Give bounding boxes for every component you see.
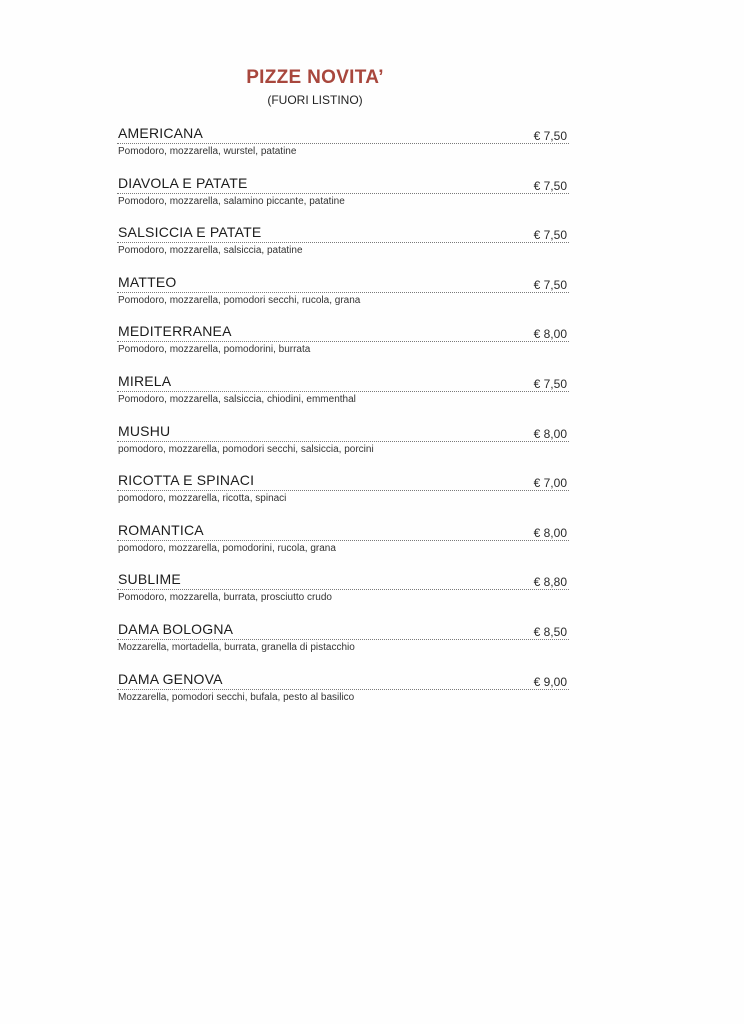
menu-item-price: € 7,00 bbox=[533, 476, 567, 491]
menu-item bbox=[117, 174, 569, 224]
menu-item-row bbox=[117, 322, 569, 342]
menu-item-row bbox=[117, 422, 569, 442]
menu-item-row bbox=[117, 273, 569, 293]
menu-item-description: Pomodoro, mozzarella, wurstel, patatine bbox=[118, 146, 297, 157]
menu-item-price: € 7,50 bbox=[533, 228, 567, 243]
menu-item-name: MEDITERRANEA bbox=[118, 323, 232, 340]
menu-item-price: € 8,50 bbox=[533, 624, 567, 639]
menu-item-row bbox=[117, 174, 569, 194]
menu-item bbox=[117, 620, 569, 670]
menu-item-description: Pomodoro, mozzarella, salsiccia, chiodini, emmenthal bbox=[118, 393, 356, 405]
menu-item-row bbox=[117, 471, 569, 491]
menu-item-row bbox=[117, 620, 569, 640]
menu-item-price: € 8,00 bbox=[533, 327, 567, 342]
menu-item-description: Mozzarella, pomodori secchi, bufala, pesto al basilico bbox=[118, 691, 355, 703]
menu-item-name: RICOTTA E SPINACI bbox=[118, 472, 255, 489]
menu-item bbox=[117, 372, 569, 422]
menu-list bbox=[117, 124, 569, 719]
menu-item-name: DAMA GENOVA bbox=[118, 670, 223, 687]
menu-item-name: SUBLIME bbox=[118, 571, 181, 588]
menu-item-description: Pomodoro, mozzarella, salsiccia, patatine bbox=[118, 245, 303, 257]
menu-item bbox=[117, 223, 569, 273]
menu-item-description: Pomodoro, mozzarella, pomodori secchi, rucola, grana bbox=[118, 294, 361, 306]
menu-item-description: Pomodoro, mozzarella, salamino piccante, patatine bbox=[118, 195, 345, 207]
menu-item-row bbox=[117, 223, 569, 243]
menu-item-name: SALSICCIA E PATATE bbox=[118, 224, 262, 241]
menu-item-row bbox=[117, 372, 569, 392]
menu-header bbox=[0, 66, 630, 108]
menu-item bbox=[117, 273, 569, 323]
menu-item-price: € 9,00 bbox=[533, 674, 567, 689]
menu-item bbox=[117, 422, 569, 472]
page-title: PIZZE NOVITA’ bbox=[246, 67, 384, 88]
menu-item bbox=[117, 670, 569, 720]
menu-item-description: Pomodoro, mozzarella, pomodorini, burrata bbox=[118, 344, 311, 356]
menu-item-description: Mozzarella, mortadella, burrata, granella di pistacchio bbox=[118, 641, 355, 653]
page-subtitle: (FUORI LISTINO) bbox=[267, 93, 363, 107]
menu-item-price: € 7,50 bbox=[533, 129, 567, 143]
menu-item-name: DIAVOLA E PATATE bbox=[118, 174, 248, 191]
menu-item-description: pomodoro, mozzarella, pomodorini, rucola, grana bbox=[118, 542, 336, 554]
menu-item bbox=[117, 471, 569, 521]
menu-item-price: € 7,50 bbox=[533, 376, 567, 391]
menu-item-row bbox=[117, 570, 569, 590]
menu-item bbox=[117, 570, 569, 620]
menu-item-name: AMERICANA bbox=[118, 125, 204, 141]
menu-item-price: € 8,80 bbox=[533, 575, 567, 590]
menu-item-row bbox=[117, 670, 569, 690]
menu-item-price: € 8,00 bbox=[533, 525, 567, 540]
menu-item bbox=[117, 521, 569, 571]
menu-item-price: € 7,50 bbox=[533, 277, 567, 292]
menu-item-name: MATTEO bbox=[118, 273, 177, 290]
menu-item-row bbox=[117, 521, 569, 541]
menu-item-row bbox=[117, 124, 569, 144]
menu-item-name: MIRELA bbox=[118, 372, 172, 389]
menu-item-price: € 8,00 bbox=[533, 426, 567, 441]
menu-item bbox=[117, 124, 569, 174]
menu-item-price: € 7,50 bbox=[533, 178, 567, 193]
menu-item-description: pomodoro, mozzarella, ricotta, spinaci bbox=[118, 493, 287, 505]
menu-item-name: MUSHU bbox=[118, 422, 171, 439]
menu-item-description: pomodoro, mozzarella, pomodori secchi, salsiccia, porcini bbox=[118, 443, 374, 455]
menu-item bbox=[117, 322, 569, 372]
menu-item-name: ROMANTICA bbox=[118, 521, 204, 538]
menu-item-name: DAMA BOLOGNA bbox=[118, 620, 234, 637]
menu-item-description: Pomodoro, mozzarella, burrata, prosciutto crudo bbox=[118, 592, 332, 604]
